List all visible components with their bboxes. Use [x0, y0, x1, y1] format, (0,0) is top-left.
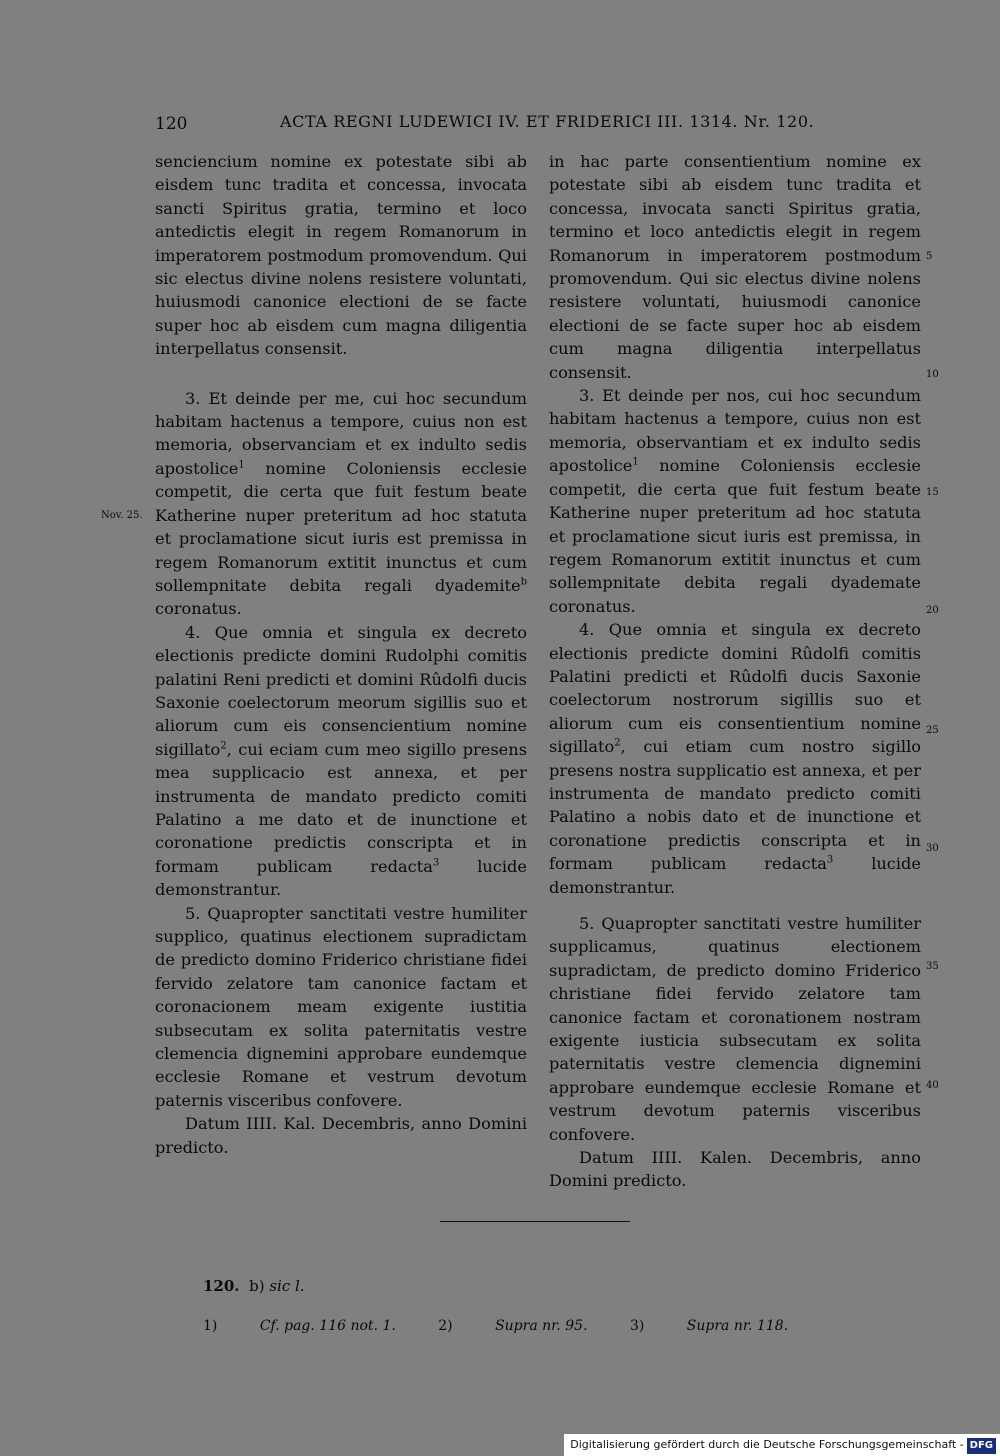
margin-date-note: Nov. 25.: [101, 510, 143, 521]
footnote-3: 3) Supra nr. 118.: [629, 1318, 789, 1334]
left-paragraph-4: 4. Que omnia et singula ex decreto electionis predicte domini Rudolphi comitis palatini Reni predicti et domini Rûdolfi ducis Saxonie coelectorum meorum sigillis suo et aliorum cum eis consencientium nomine sigillato$^2$, cui eciam cum meo sigillo presens mea supplicacio est annexa, et per instrumenta de mandato predicto comiti Palatino a me dato et de inunctione et coronatione predictis conscripta et in formam publicam redacta$^3$ lucide demonstrantur.: [155, 622, 527, 900]
source-footnotes: [203, 1318, 826, 1334]
section-rule: [440, 1221, 630, 1222]
right-paragraph-5: 5. Quapropter sanctitati vestre humiliter supplicamus, quatinus electionem supradictam, de predicto domino Friderico christiane fidei fervido zelatore tam canonice factam et coronationem nostram exigente iusticia subsecutam ex solita paternitatis vestre clemencia dignemini approbare eundemque ecclesie Romane et vestrum devotum paternis visceribus confovere.: [549, 914, 921, 1144]
left-paragraph-5: 5. Quapropter sanctitati vestre humiliter supplico, quatinus electionem supradictam de predicto domino Friderico christiane fidei fervido zelatore tam canonice factam et coronacionem meam exigente iustitia subsecutam ex solita paternitatis vestre clemencia dignemini approbare eundemque ecclesie Romane et vestrum devotum paternis visceribus confovere.: [155, 903, 527, 1110]
left-datum: Datum IIII. Kal. Decembris, anno Domini predicto.: [155, 1114, 527, 1157]
right-paragraph-2: in hac parte consentientium nomine ex potestate sibi ab eisdem tunc tradita et concessa, invocata sancti Spiritus gratia, termino et loco antedictis elegit in regem Romanorum in imperatorem postmodum promovendum. Qui sic electus divine nolens resistere voluntati, huiusmodi canonice electioni de se facte super hoc ab eisdem cum magna diligentia interpellatus consensit.: [549, 152, 921, 382]
digitization-credit: Digitalisierung gefördert durch die Deutsche Forschungsgemeinschaft - DFG: [564, 1434, 1000, 1456]
page-number: 120: [155, 114, 188, 134]
footnote-2: 2) Supra nr. 95.: [438, 1318, 588, 1334]
left-column: [155, 150, 527, 1159]
line-number: 5: [926, 251, 933, 262]
line-number: 35: [926, 961, 939, 972]
dfg-logo-icon: DFG: [967, 1438, 996, 1454]
textual-footnote: 120. b) sic l.: [203, 1277, 305, 1295]
line-number: 40: [926, 1080, 939, 1091]
line-number: 30: [926, 843, 939, 854]
right-paragraph-4: 4. Que omnia et singula ex decreto electionis predicte domini Rûdolfi comitis Palatini predicti et Rûdolfi ducis Saxonie coelectorum nostrorum sigillis suo et aliorum cum eis consentientium nomine sigillato$^2$, cui etiam cum nostro sigillo presens nostra supplicatio est annexa, et per instrumenta de mandato predicto comiti Palatino a nobis dato et de inunctione et coronatione predictis conscripta et in formam publicam redacta$^3$ lucide demonstrantur.: [549, 620, 921, 897]
line-number: 25: [926, 725, 939, 736]
line-number: 15: [926, 487, 939, 498]
right-datum: Datum IIII. Kalen. Decembris, anno Domini predicto.: [549, 1148, 921, 1191]
line-number: 10: [926, 369, 939, 380]
right-column: [549, 150, 921, 1193]
left-paragraph-2: senciencium nomine ex potestate sibi ab eisdem tunc tradita et concessa, invocata sancti Spiritus gratia, termino et loco antedictis elegit in regem Romanorum in imperatorem postmodum promovendum. Qui sic electus divine nolens resistere voluntati, huiusmodi canonice electioni de se facte super hoc ab eisdem cum magna diligentia interpellatus consensit.: [155, 152, 527, 359]
right-paragraph-3: 3. Et deinde per nos, cui hoc secundum habitam hactenus a tempore, cuius non est memoria, observantiam et ex indulto sedis apostolice$^1$ nomine Coloniensis ecclesie competit, die certa que fuit festum beate Katherine nuper preteritum ad hoc statuta et proclamatione sicut iuris est premissa, in regem Romanorum extitit inunctus et cum sollempnitate debita regali dyademate coronatus.: [549, 386, 921, 616]
left-paragraph-3: 3. Et deinde per me, cui hoc secundum habitam hactenus a tempore, cuius non est memoria, observanciam et ex indulto sedis apostolice$^1$ nomine Coloniensis ecclesie competit, die certa que fuit festum beate Katherine nuper preteritum ad hoc statuta et proclamatione sicut iuris est premissa in regem Romanorum extitit inunctus et cum sollempnitate debita regali dyademite$^b$ coronatus.: [155, 388, 527, 619]
line-number: 20: [926, 605, 939, 616]
running-head: ACTA REGNI LUDEWICI IV. ET FRIDERICI III. 1314. Nr. 120.: [280, 112, 815, 131]
footnote-1: 1) Cf. pag. 116 not. 1.: [203, 1318, 396, 1334]
